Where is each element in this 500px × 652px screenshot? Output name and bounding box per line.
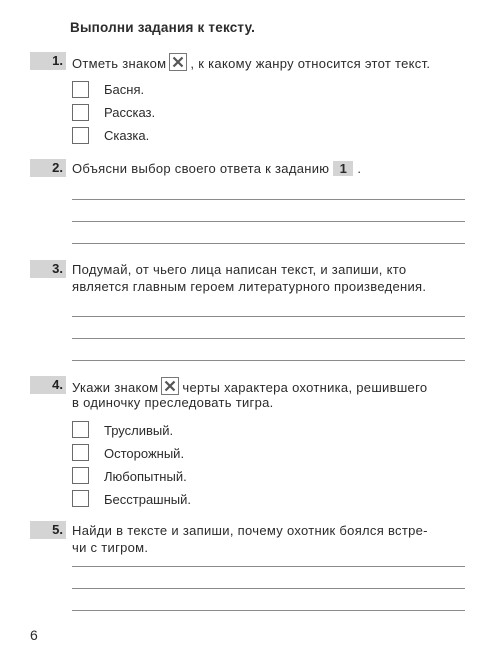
answer-line[interactable]	[72, 566, 465, 567]
task-2-text-before: Объясни выбор своего ответа к заданию	[72, 161, 330, 176]
task-ref-badge: 1	[333, 161, 353, 176]
option-label-skazka: Сказка.	[104, 128, 150, 143]
task-1-text-before: Отметь знаком	[72, 56, 167, 71]
task-number-1: 1.	[30, 52, 66, 70]
page-title: Выполни задания к тексту.	[70, 20, 256, 35]
task-number-2: 2.	[30, 159, 66, 177]
answer-line[interactable]	[72, 610, 465, 611]
option-label-lyubopytnyy: Любопытный.	[104, 469, 187, 484]
option-checkbox-lyubopytnyy[interactable]	[72, 467, 89, 484]
task-number-5: 5.	[30, 521, 66, 539]
task-2-text	[72, 160, 361, 177]
answer-line[interactable]	[72, 221, 465, 222]
task-5-line-1: Найди в тексте и запиши, почему охотник боялся встре-	[72, 523, 428, 538]
answer-line[interactable]	[72, 243, 465, 244]
option-checkbox-ostorozhnyy[interactable]	[72, 444, 89, 461]
option-checkbox-rasskaz[interactable]	[72, 104, 89, 121]
task-4-text-after: черты характера охотника, решившего	[182, 380, 428, 395]
task-1-text	[72, 53, 430, 72]
task-4-line-2: в одиночку преследовать тигра.	[72, 395, 274, 410]
task-2-text-after: .	[357, 161, 362, 176]
task-3-line-1: Подумай, от чьего лица написан текст, и запиши, кто	[72, 262, 407, 277]
answer-line[interactable]	[72, 199, 465, 200]
page-number: 6	[30, 627, 38, 643]
task-4-text-before: Укажи знаком	[72, 380, 159, 395]
task-5-line-2: чи с тигром.	[72, 540, 149, 555]
answer-line[interactable]	[72, 316, 465, 317]
option-label-truslivyy: Трусливый.	[104, 423, 174, 438]
option-checkbox-besstrashnyy[interactable]	[72, 490, 89, 507]
option-label-rasskaz: Рассказ.	[104, 105, 156, 120]
option-checkbox-basnya[interactable]	[72, 81, 89, 98]
option-label-ostorozhnyy: Осторожный.	[104, 446, 185, 461]
answer-line[interactable]	[72, 588, 465, 589]
option-checkbox-skazka[interactable]	[72, 127, 89, 144]
task-3-line-2: является главным героем литературного произведения.	[72, 279, 427, 294]
task-1-text-after: , к какому жанру относится этот текст.	[190, 56, 431, 71]
option-checkbox-truslivyy[interactable]	[72, 421, 89, 438]
check-mark-icon	[169, 53, 187, 71]
option-label-basnya: Басня.	[104, 82, 145, 97]
task-number-4: 4.	[30, 376, 66, 394]
option-label-besstrashnyy: Бесстрашный.	[104, 492, 192, 507]
task-number-3: 3.	[30, 260, 66, 278]
answer-line[interactable]	[72, 360, 465, 361]
check-mark-icon	[161, 377, 179, 395]
answer-line[interactable]	[72, 338, 465, 339]
